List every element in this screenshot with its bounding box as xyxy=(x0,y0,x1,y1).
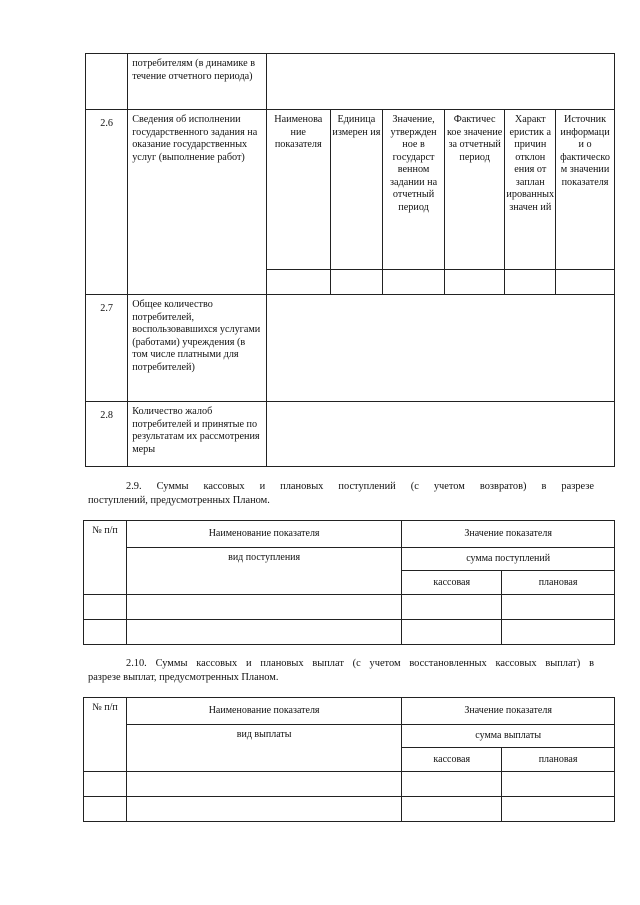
section-2-10-text: 2.10. Суммы кассовых и плановых выплат (с учетом восстановленных кассовых выплат) в разрезе выплат, предусмотренных Планом. xyxy=(88,658,594,683)
col-cash-header: кассовая xyxy=(402,748,502,772)
row-description: Количество жалоб потребителей и принятые по результатам их рассмотрения меры xyxy=(128,402,267,467)
value-cell xyxy=(266,54,614,110)
sub-value-header: сумма поступлений xyxy=(402,548,615,571)
sub-name-header: вид выплаты xyxy=(126,725,401,772)
indicators-table xyxy=(85,53,615,467)
subheader-unit: Единица измерен ия xyxy=(330,110,383,270)
receipts-table xyxy=(83,520,615,645)
payments-table xyxy=(83,697,615,822)
subheader-indicator-name: Наименова ние показателя xyxy=(266,110,330,270)
table-row xyxy=(84,698,615,725)
value-cell xyxy=(266,402,614,467)
col-value-header: Значение показателя xyxy=(402,521,615,548)
table-row xyxy=(84,620,615,645)
table-row xyxy=(86,54,615,110)
table-row xyxy=(84,772,615,797)
subheader-source: Источник информаци и о фактическо м значении показателя xyxy=(556,110,615,270)
table-row xyxy=(84,595,615,620)
table-row xyxy=(84,797,615,822)
col-name-header: Наименование показателя xyxy=(126,521,401,548)
subheader-deviation-reasons: Характ еристик а причин отклон ения от заплан ированных значен ий xyxy=(505,110,556,270)
table-row xyxy=(86,402,615,467)
col-number-header: № п/п xyxy=(84,698,127,772)
table-row xyxy=(84,521,615,548)
row-description: Общее количество потребителей, воспользовавшихся услугами (работами) учреждения (в том числе платными для потребителей) xyxy=(128,295,267,402)
col-value-header: Значение показателя xyxy=(402,698,615,725)
row-description: Сведения об исполнении государственного задания на оказание государственных услуг (выполнение работ) xyxy=(128,110,267,295)
col-cash-header: кассовая xyxy=(402,571,502,595)
section-2-9-text: 2.9. Суммы кассовых и плановых поступлений (с учетом возвратов) в разрезе поступлений, предусмотренных Планом. xyxy=(88,481,594,506)
table-row xyxy=(84,548,615,571)
col-plan-header: плановая xyxy=(502,571,615,595)
col-name-header: Наименование показателя xyxy=(126,698,401,725)
subheader-approved-value: Значение, утвержден ное в государст венном задании на отчетный период xyxy=(383,110,445,270)
sub-value-header: сумма выплаты xyxy=(402,725,615,748)
col-plan-header: плановая xyxy=(502,748,615,772)
sub-name-header: вид поступления xyxy=(126,548,401,595)
value-cell xyxy=(266,295,614,402)
row-continuation-text: потребителям (в динамике в течение отчетного периода) xyxy=(128,54,267,110)
table-row xyxy=(86,295,615,402)
table-row xyxy=(84,725,615,748)
col-number-header: № п/п xyxy=(84,521,127,595)
row-number: 2.8 xyxy=(86,402,128,467)
row-number: 2.7 xyxy=(86,295,128,402)
row-number: 2.6 xyxy=(86,110,128,295)
subheader-actual-value: Фактичес кое значение за отчетный период xyxy=(444,110,505,270)
table-row xyxy=(86,110,615,270)
